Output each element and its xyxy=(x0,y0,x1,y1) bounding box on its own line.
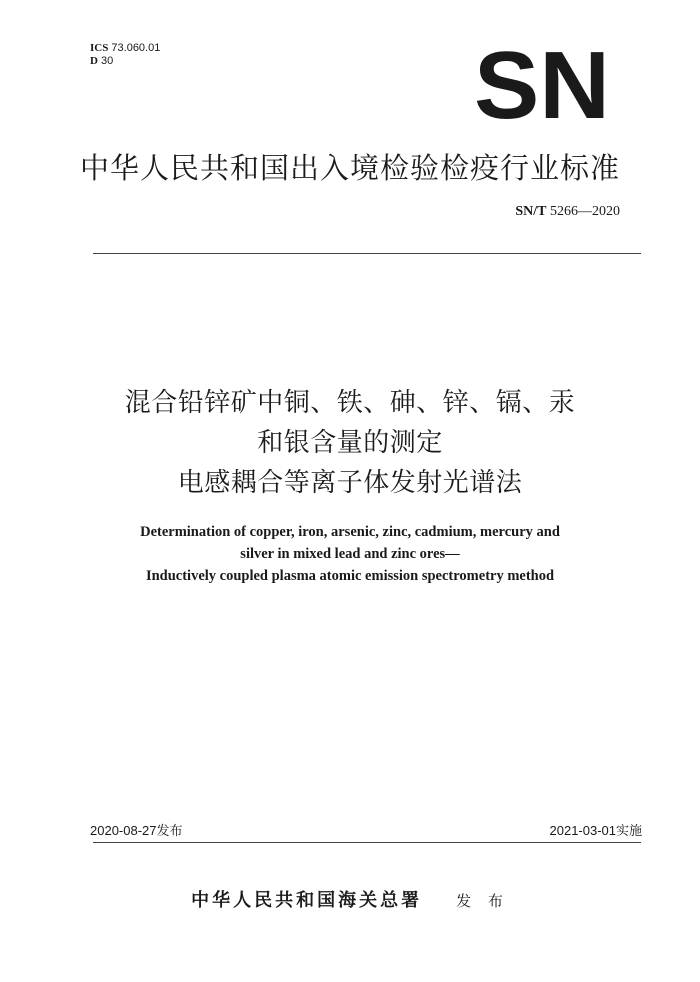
title-en-line3: Inductively coupled plasma atomic emission spectrometry method xyxy=(145,568,555,584)
publisher-name: 中华人民共和国海关总署 xyxy=(191,890,423,911)
top-divider xyxy=(93,253,641,254)
title-cn-line2: 和银含量的测定 xyxy=(257,428,443,458)
ccs-label: D xyxy=(90,55,98,67)
bottom-divider xyxy=(93,842,641,843)
title-en-line1: Determination of copper, iron, arsenic, zinc, cadmium, mercury and xyxy=(140,524,560,540)
organization-title: 中华人民共和国出入境检验检疫行业标准 xyxy=(79,151,620,185)
ics-code-line xyxy=(90,42,160,55)
sn-logo xyxy=(474,48,610,120)
standard-prefix: SN/T xyxy=(515,204,547,219)
issue-date: 2020-08-27发布 xyxy=(90,823,183,838)
implement-date: 2021-03-01实施 xyxy=(549,823,642,838)
sn-logo-text: SN xyxy=(474,48,610,120)
title-en-line2: silver in mixed lead and zinc ores— xyxy=(240,546,460,562)
title-cn-line3: 电感耦合等离子体发射光谱法 xyxy=(177,468,523,498)
ccs-code: 30 xyxy=(101,55,114,67)
title-cn-line1: 混合铅锌矿中铜、铁、砷、锌、镉、汞 xyxy=(124,388,576,418)
ics-code: 73.060.01 xyxy=(111,42,161,54)
ccs-code-line xyxy=(90,55,160,68)
classification-codes xyxy=(90,42,160,68)
standard-code: 5266—2020 xyxy=(550,204,620,219)
publish-verb: 发 布 xyxy=(456,892,509,910)
publisher-line xyxy=(0,886,700,912)
standard-number xyxy=(515,204,620,220)
ics-label: ICS xyxy=(90,42,109,54)
